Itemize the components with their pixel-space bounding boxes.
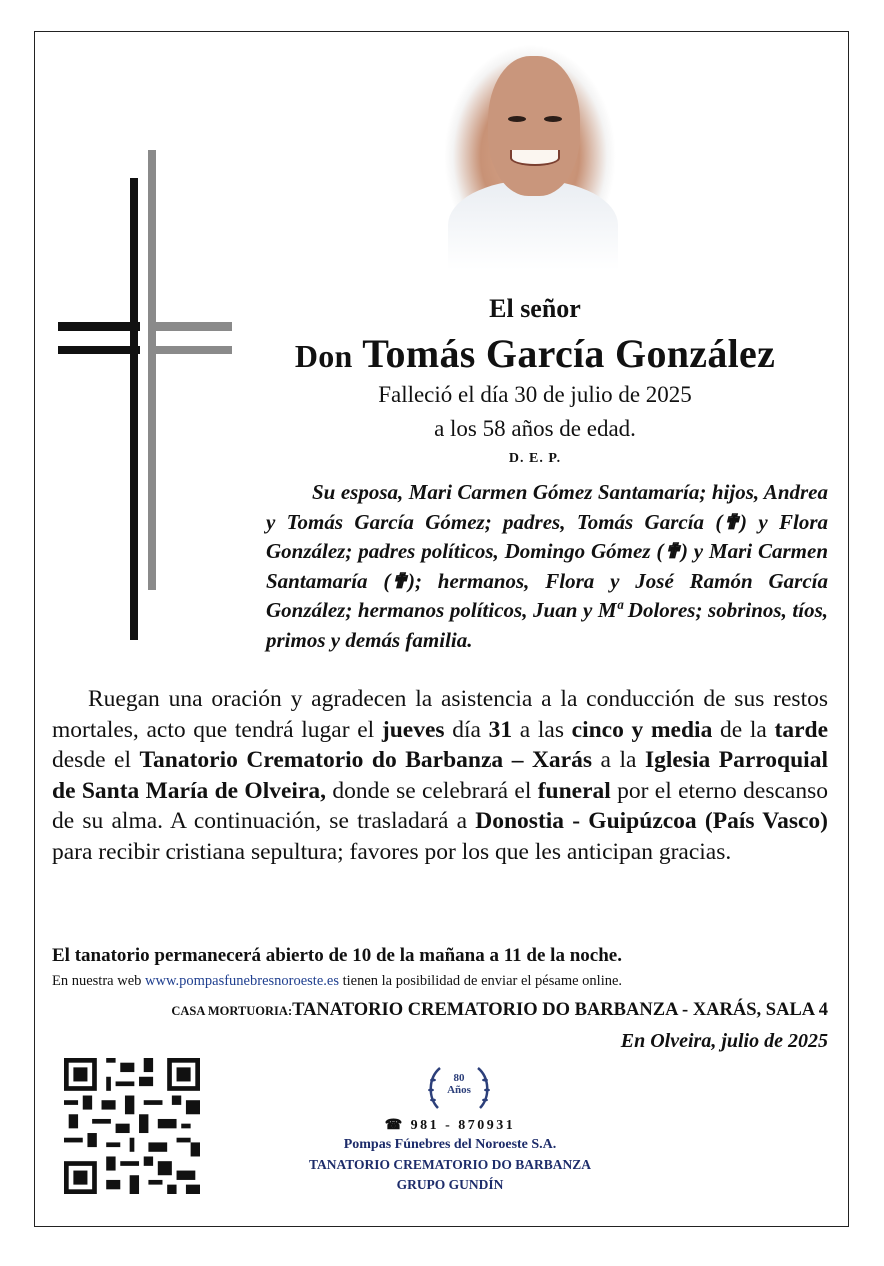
cross-icon [56, 150, 236, 645]
deceased-photo [430, 42, 630, 280]
casa-mortuoria [52, 1000, 828, 1021]
age: a los 58 años de edad. [434, 416, 636, 441]
tanatorio-hours: El tanatorio permanecerá abierto de 10 de la mañana a 11 de la noche. [52, 945, 622, 966]
phone-line [250, 1117, 650, 1134]
phone-number[interactable]: 981 - 870931 [410, 1118, 516, 1133]
website-link[interactable]: www.pompasfunebresnoroeste.es [145, 973, 339, 989]
dep: D. E. P. [508, 451, 562, 466]
honorific: Don [294, 338, 353, 374]
seal-number: 80 [453, 1072, 465, 1084]
phone-icon: ☎ [384, 1118, 405, 1133]
deceased-name [250, 330, 820, 377]
tanatorio-name: TANATORIO CREMATORIO DO BARBANZA [309, 1157, 591, 1172]
web-note: En nuestra web www.pompasfunebresnoroeste.es tienen la posibilidad de enviar el pésame online. [52, 973, 623, 989]
company-name: Pompas Fúnebres del Noroeste S.A. [343, 1137, 557, 1152]
title-prefix: El señor [489, 294, 581, 323]
anniversary-seal [424, 1060, 494, 1116]
full-name: Tomás García González [362, 331, 776, 376]
group-name: GRUPO GUNDÍN [396, 1177, 504, 1192]
signature: En Olveira, julio de 2025 [620, 1030, 828, 1052]
ceremony-text: Ruegan una oración y agradecen la asistencia a la conducción de sus restos mortales, acto que tendrá lugar el jueves día 31 a las cinco y media de la tarde desde el Tanatorio Crematorio do Barbanza – Xarás a la Iglesia Parroquial de Santa María de Olveira, donde se celebrará el funeral por el eterno descanso de su alma. A continuación, se trasladará a Donostia - Guipúzcoa (País Vasco) para recibir cristiana sepultura; favores por los que les anticipan gracias. [52, 686, 829, 865]
seal-word: Años [447, 1084, 471, 1096]
qr-code-icon[interactable] [64, 1058, 200, 1194]
casa-label: CASA MORTUORIA: [171, 1004, 293, 1018]
family-list: Su esposa, Mari Carmen Gómez Santamaría; hijos, Andrea y Tomás García Gómez; padres, Tomás García (✟) y Flora González; padres políticos, Domingo Gómez (✟) y Mari Carmen Santamaría (✟); hermanos, Flora y José Ramón García González; hermanos políticos, Juan y Mª Dolores; sobrinos, tíos, primos y demás familia. [266, 480, 828, 652]
death-date: Falleció el día 30 de julio de 2025 [378, 382, 692, 407]
casa-value: TANATORIO CREMATORIO DO BARBANZA - XARÁS, SALA 4 [292, 1000, 828, 1020]
